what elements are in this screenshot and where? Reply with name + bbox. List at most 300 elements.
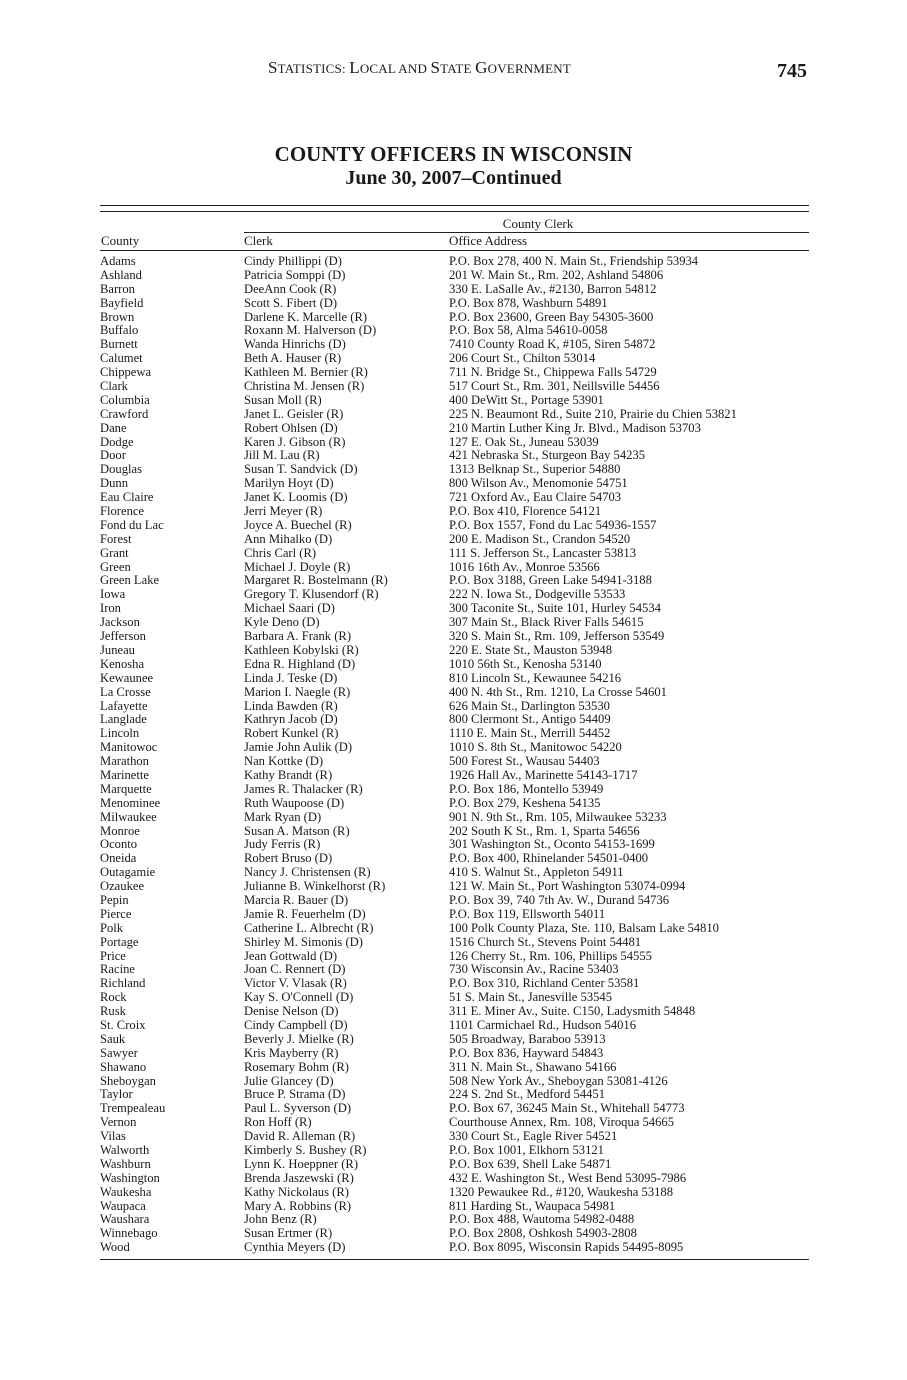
table-row xyxy=(100,352,810,366)
county-name: Kewaunee xyxy=(100,671,154,685)
office-address-cell: 126 Cherry St., Rm. 106, Phillips 54555 xyxy=(449,948,652,963)
clerk-cell: Roxann M. Halverson (D) xyxy=(244,323,377,338)
county-name: St. Croix xyxy=(100,1018,146,1032)
office-address-cell: 730 Wisconsin Av., Racine 53403 xyxy=(449,962,619,977)
office-address-cell: P.O. Box 278, 400 N. Main St., Friendship 53934 xyxy=(449,254,699,268)
office-address-cell: 1926 Hall Av., Marinette 54143-1717 xyxy=(449,767,638,782)
table-row xyxy=(100,838,810,852)
county-cell xyxy=(100,713,232,727)
header-bottom-rule xyxy=(100,250,809,251)
table-row xyxy=(100,658,810,672)
county-name: Washington xyxy=(100,1171,160,1185)
group-header-county-clerk: County Clerk xyxy=(502,216,574,231)
office-address-cell: 222 N. Iowa St., Dodgeville 53533 xyxy=(449,587,626,602)
clerk-cell: Ron Hoff (R) xyxy=(244,1115,312,1130)
county-name: Outagamie xyxy=(100,866,156,880)
county-name: Pepin xyxy=(100,893,129,907)
clerk-cell: Edna R. Highland (D) xyxy=(244,656,356,671)
office-address-cell: 330 E. LaSalle Av., #2130, Barron 54812 xyxy=(449,281,657,296)
clerk-cell: Catherine L. Albrecht (R) xyxy=(244,920,374,935)
county-name: Jefferson xyxy=(100,630,146,644)
county-cell xyxy=(100,283,232,297)
table-row xyxy=(100,519,810,533)
table-row xyxy=(100,713,810,727)
table-row xyxy=(100,825,810,839)
county-cell xyxy=(100,1088,232,1102)
county-cell xyxy=(100,269,232,283)
county-name: Vilas xyxy=(100,1130,126,1144)
office-address-cell: 200 E. Madison St., Crandon 54520 xyxy=(449,531,631,546)
county-cell xyxy=(100,866,232,880)
office-address-cell: 127 E. Oak St., Juneau 53039 xyxy=(449,434,599,449)
county-cell xyxy=(100,297,232,311)
county-cell xyxy=(100,1130,232,1144)
office-address-cell: 400 N. 4th St., Rm. 1210, La Crosse 54601 xyxy=(449,684,667,699)
clerk-cell: Marcia R. Bauer (D) xyxy=(244,892,349,907)
table-row xyxy=(100,1033,810,1047)
clerk-cell: Scott S. Fibert (D) xyxy=(244,295,338,310)
office-address-cell: 500 Forest St., Wausau 54403 xyxy=(449,754,600,769)
table-row xyxy=(100,366,810,380)
office-address-cell: 1320 Pewaukee Rd., #120, Waukesha 53188 xyxy=(449,1184,674,1199)
county-name: Winnebago xyxy=(100,1227,158,1241)
clerk-cell: Barbara A. Frank (R) xyxy=(244,629,352,644)
county-cell xyxy=(100,533,232,547)
clerk-cell: Jerri Meyer (R) xyxy=(244,504,323,519)
office-address-cell: 7410 County Road K, #105, Siren 54872 xyxy=(449,337,656,352)
office-address-cell: P.O. Box 410, Florence 54121 xyxy=(449,504,602,519)
office-address-cell: 400 DeWitt St., Portage 53901 xyxy=(449,392,604,407)
county-name: Portage xyxy=(100,935,139,949)
county-cell xyxy=(100,1047,232,1061)
county-name: Washburn xyxy=(100,1157,151,1171)
county-cell xyxy=(100,394,232,408)
clerk-cell: Susan Moll (R) xyxy=(244,392,322,407)
office-address-cell: P.O. Box 67, 36245 Main St., Whitehall 54773 xyxy=(449,1101,685,1116)
county-cell xyxy=(100,783,232,797)
clerk-cell: Kathleen Kobylski (R) xyxy=(244,642,359,657)
county-cell xyxy=(100,936,232,950)
page-number: 745 xyxy=(777,60,807,82)
office-address-cell: 1016 16th Av., Monroe 53566 xyxy=(449,559,600,574)
county-name: Douglas xyxy=(100,463,142,477)
county-cell xyxy=(100,1116,232,1130)
county-cell xyxy=(100,1144,232,1158)
table-row xyxy=(100,700,810,714)
county-name: Barron xyxy=(100,282,135,296)
county-cell xyxy=(100,672,232,686)
clerk-cell: Brenda Jaszewski (R) xyxy=(244,1170,354,1185)
county-name: Waupaca xyxy=(100,1199,146,1213)
county-cell xyxy=(100,838,232,852)
county-cell xyxy=(100,311,232,325)
clerk-cell: Cindy Phillippi (D) xyxy=(244,254,342,268)
clerk-cell: Cynthia Meyers (D) xyxy=(244,1240,346,1255)
column-header-office-address: Office Address xyxy=(449,233,528,248)
table-row xyxy=(100,686,810,700)
county-cell xyxy=(100,1186,232,1200)
clerk-cell: Kris Mayberry (R) xyxy=(244,1045,339,1060)
table-row xyxy=(100,811,810,825)
county-cell xyxy=(100,574,232,588)
table-row xyxy=(100,1200,810,1214)
table-row xyxy=(100,894,810,908)
clerk-cell: Christina M. Jensen (R) xyxy=(244,379,365,394)
office-address-cell: 800 Clermont St., Antigo 54409 xyxy=(449,712,611,727)
office-address-cell: 1110 E. Main St., Merrill 54452 xyxy=(449,726,611,741)
county-name: Forest xyxy=(100,532,132,546)
office-address-cell: 1516 Church St., Stevens Point 54481 xyxy=(449,934,642,949)
county-name: Rusk xyxy=(100,1005,126,1019)
office-address-cell: 225 N. Beaumont Rd., Suite 210, Prairie du Chien 53821 xyxy=(449,406,737,421)
county-name: Milwaukee xyxy=(100,810,157,824)
county-name: Price xyxy=(100,949,126,963)
table-row xyxy=(100,852,810,866)
table-row xyxy=(100,1186,810,1200)
county-name: Brown xyxy=(100,310,135,324)
county-name: Marathon xyxy=(100,755,149,769)
office-address-cell: 330 Court St., Eagle River 54521 xyxy=(449,1129,618,1144)
page-subtitle: June 30, 2007–Continued xyxy=(345,167,562,189)
table-row xyxy=(100,283,810,297)
county-cell xyxy=(100,825,232,839)
county-name: Jackson xyxy=(100,616,140,630)
county-cell xyxy=(100,1227,232,1241)
office-address-cell: Courthouse Annex, Rm. 108, Viroqua 54665 xyxy=(449,1115,674,1130)
clerk-cell: Karen J. Gibson (R) xyxy=(244,434,346,449)
office-address-cell: P.O. Box 639, Shell Lake 54871 xyxy=(449,1156,612,1171)
county-name: Chippewa xyxy=(100,366,152,380)
table-row xyxy=(100,797,810,811)
clerk-cell: Chris Carl (R) xyxy=(244,545,317,560)
county-cell xyxy=(100,727,232,741)
table-row xyxy=(100,1005,810,1019)
clerk-cell: Julie Glancey (D) xyxy=(244,1073,334,1088)
county-cell xyxy=(100,922,232,936)
clerk-cell: Denise Nelson (D) xyxy=(244,1004,339,1019)
office-address-cell: 206 Court St., Chilton 53014 xyxy=(449,351,596,366)
clerk-cell: Kathryn Jacob (D) xyxy=(244,712,338,727)
table-top-rule xyxy=(100,205,809,206)
county-name: Waukesha xyxy=(100,1185,152,1199)
table-row xyxy=(100,269,810,283)
county-name: Iron xyxy=(100,602,121,616)
table-row xyxy=(100,672,810,686)
county-name: Crawford xyxy=(100,407,149,421)
office-address-cell: P.O. Box 3188, Green Lake 54941-3188 xyxy=(449,573,652,588)
county-cell xyxy=(100,255,232,269)
office-address-cell: P.O. Box 119, Ellsworth 54011 xyxy=(449,906,606,921)
county-name: Florence xyxy=(100,505,145,519)
county-name: Sauk xyxy=(100,1032,126,1046)
clerk-cell: Paul L. Syverson (D) xyxy=(244,1101,352,1116)
county-cell xyxy=(100,644,232,658)
office-address-cell: 421 Nebraska St., Sturgeon Bay 54235 xyxy=(449,448,646,463)
county-name: Waushara xyxy=(100,1213,150,1227)
table-row xyxy=(100,491,810,505)
table-row xyxy=(100,866,810,880)
county-name: Iowa xyxy=(100,588,126,602)
office-address-cell: 711 N. Bridge St., Chippewa Falls 54729 xyxy=(449,365,657,380)
table-row xyxy=(100,616,810,630)
county-name: Taylor xyxy=(100,1088,133,1102)
table-row xyxy=(100,561,810,575)
county-name: Door xyxy=(100,449,126,463)
county-cell xyxy=(100,950,232,964)
table-row xyxy=(100,727,810,741)
county-cell xyxy=(100,1075,232,1089)
office-address-cell: 1101 Carmichael Rd., Hudson 54016 xyxy=(449,1017,637,1032)
office-address-cell: 224 S. 2nd St., Medford 54451 xyxy=(449,1087,606,1102)
table-row xyxy=(100,755,810,769)
office-address-cell: 1313 Belknap St., Superior 54880 xyxy=(449,462,621,477)
county-cell xyxy=(100,686,232,700)
office-address-cell: 432 E. Washington St., West Bend 53095-7986 xyxy=(449,1170,687,1185)
county-cell xyxy=(100,505,232,519)
county-cell xyxy=(100,477,232,491)
county-cell xyxy=(100,852,232,866)
table-row xyxy=(100,547,810,561)
clerk-cell: Beverly J. Mielke (R) xyxy=(244,1031,354,1046)
clerk-cell: Marion I. Naegle (R) xyxy=(244,684,351,699)
table-row xyxy=(100,1075,810,1089)
office-address-cell: 517 Court St., Rm. 301, Neillsville 54456 xyxy=(449,379,660,394)
clerk-cell: Rosemary Bohm (R) xyxy=(244,1059,349,1074)
county-name: Racine xyxy=(100,963,135,977)
county-cell xyxy=(100,977,232,991)
table-row xyxy=(100,950,810,964)
county-cell xyxy=(100,630,232,644)
table-row xyxy=(100,1130,810,1144)
clerk-cell: Darlene K. Marcelle (R) xyxy=(244,309,368,324)
county-name: Wood xyxy=(100,1241,130,1255)
clerk-cell: Joan C. Rennert (D) xyxy=(244,962,346,977)
office-address-cell: 410 S. Walnut St., Appleton 54911 xyxy=(449,865,624,880)
county-cell xyxy=(100,366,232,380)
page-title: COUNTY OFFICERS IN WISCONSIN xyxy=(274,142,633,166)
table-row xyxy=(100,1213,810,1227)
table-row xyxy=(100,338,810,352)
office-address-cell: 220 E. State St., Mauston 53948 xyxy=(449,642,613,657)
table-row xyxy=(100,477,810,491)
table-row xyxy=(100,1241,810,1255)
county-cell xyxy=(100,755,232,769)
office-address-cell: P.O. Box 878, Washburn 54891 xyxy=(449,295,608,310)
county-name: Dodge xyxy=(100,435,134,449)
county-name: Bayfield xyxy=(100,296,144,310)
table-row xyxy=(100,1047,810,1061)
clerk-cell: Kathleen M. Bernier (R) xyxy=(244,365,368,380)
clerk-cell: Kyle Deno (D) xyxy=(244,615,320,630)
county-cell xyxy=(100,1200,232,1214)
table-row xyxy=(100,297,810,311)
county-cell xyxy=(100,741,232,755)
table-row xyxy=(100,936,810,950)
county-name: Sawyer xyxy=(100,1046,138,1060)
county-name: Eau Claire xyxy=(100,491,154,505)
table-row xyxy=(100,880,810,894)
table-row xyxy=(100,574,810,588)
county-name: Kenosha xyxy=(100,657,145,671)
clerk-cell: Michael Saari (D) xyxy=(244,601,335,616)
county-cell xyxy=(100,436,232,450)
office-address-cell: 202 South K St., Rm. 1, Sparta 54656 xyxy=(449,823,640,838)
clerk-cell: Robert Kunkel (R) xyxy=(244,726,339,741)
office-address-cell: 121 W. Main St., Port Washington 53074-0994 xyxy=(449,879,686,894)
office-address-cell: P.O. Box 836, Hayward 54843 xyxy=(449,1045,604,1060)
table-row xyxy=(100,255,810,269)
clerk-cell: Judy Ferris (R) xyxy=(244,837,321,852)
county-cell xyxy=(100,463,232,477)
office-address-cell: P.O. Box 58, Alma 54610-0058 xyxy=(449,323,608,338)
county-name: Marinette xyxy=(100,768,149,782)
county-cell xyxy=(100,1158,232,1172)
county-name: Trempealeau xyxy=(100,1102,166,1116)
table-row xyxy=(100,380,810,394)
county-name: Adams xyxy=(100,255,136,268)
county-name: Burnett xyxy=(100,338,138,352)
county-cell xyxy=(100,338,232,352)
clerk-cell: Robert Ohlsen (D) xyxy=(244,420,338,435)
office-address-cell: 111 S. Jefferson St., Lancaster 53813 xyxy=(449,545,637,560)
clerk-cell: Jean Gottwald (D) xyxy=(244,948,338,963)
office-address-cell: 51 S. Main St., Janesville 53545 xyxy=(449,990,613,1005)
county-name: Langlade xyxy=(100,713,147,727)
clerk-cell: Joyce A. Buechel (R) xyxy=(244,517,352,532)
clerk-cell: Janet K. Loomis (D) xyxy=(244,490,348,505)
column-header-clerk: Clerk xyxy=(244,233,273,248)
table-row xyxy=(100,1227,810,1241)
table-row xyxy=(100,588,810,602)
county-name: Rock xyxy=(100,991,127,1005)
clerk-cell: Margaret R. Bostelmann (R) xyxy=(244,573,388,588)
county-cell xyxy=(100,1102,232,1116)
county-cell xyxy=(100,588,232,602)
clerk-cell: Robert Bruso (D) xyxy=(244,851,333,866)
clerk-cell: Jamie John Aulik (D) xyxy=(244,740,353,755)
office-address-cell: P.O. Box 2808, Oshkosh 54903-2808 xyxy=(449,1226,637,1241)
clerk-cell: Ruth Waupoose (D) xyxy=(244,795,345,810)
county-cell xyxy=(100,1172,232,1186)
office-address-cell: P.O. Box 279, Keshena 54135 xyxy=(449,795,601,810)
county-name: Fond du Lac xyxy=(100,518,164,532)
table-row xyxy=(100,922,810,936)
office-address-cell: P.O. Box 8095, Wisconsin Rapids 54495-8095 xyxy=(449,1240,684,1255)
county-name: Walworth xyxy=(100,1144,150,1157)
clerk-cell: Ann Mihalko (D) xyxy=(244,531,333,546)
table-row xyxy=(100,602,810,616)
county-name: Sheboygan xyxy=(100,1074,156,1088)
clerk-cell: Beth A. Hauser (R) xyxy=(244,351,342,366)
county-cell xyxy=(100,769,232,783)
county-cell xyxy=(100,797,232,811)
table-row xyxy=(100,977,810,991)
clerk-cell: Susan Ertmer (R) xyxy=(244,1226,333,1241)
county-cell xyxy=(100,422,232,436)
office-address-cell: 320 S. Main St., Rm. 109, Jefferson 53549 xyxy=(449,629,665,644)
office-address-cell: 300 Taconite St., Suite 101, Hurley 54534 xyxy=(449,601,661,616)
county-name: Juneau xyxy=(100,643,135,657)
office-address-cell: P.O. Box 488, Wautoma 54982-0488 xyxy=(449,1212,635,1227)
clerk-cell: Linda Bawden (R) xyxy=(244,698,338,713)
county-name: Dane xyxy=(100,421,127,435)
county-name: Vernon xyxy=(100,1116,137,1130)
county-cell xyxy=(100,1061,232,1075)
county-name: Clark xyxy=(100,380,128,394)
clerk-cell: Marilyn Hoyt (D) xyxy=(244,476,334,491)
county-cell xyxy=(100,1005,232,1019)
county-cell xyxy=(100,658,232,672)
clerk-cell: Shirley M. Simonis (D) xyxy=(244,934,363,949)
running-head: STATISTICS: LOCAL AND STATE GOVERNMENT xyxy=(268,58,572,77)
table-row xyxy=(100,1144,810,1158)
office-address-cell: 311 E. Miner Av., Suite. C150, Ladysmith 54848 xyxy=(449,1004,696,1019)
clerk-cell: Jamie R. Feuerhelm (D) xyxy=(244,906,366,921)
county-name: Manitowoc xyxy=(100,741,158,755)
county-cell xyxy=(100,519,232,533)
county-cell xyxy=(100,547,232,561)
clerk-cell: Lynn K. Hoeppner (R) xyxy=(244,1156,359,1171)
office-address-cell: 301 Washington St., Oconto 54153-1699 xyxy=(449,837,655,852)
table-top-rule-2 xyxy=(100,211,809,212)
table-row xyxy=(100,394,810,408)
table-row xyxy=(100,505,810,519)
county-cell xyxy=(100,1213,232,1227)
office-address-cell: 721 Oxford Av., Eau Claire 54703 xyxy=(449,490,622,505)
clerk-cell: Mark Ryan (D) xyxy=(244,809,322,824)
clerk-cell: Kathy Brandt (R) xyxy=(244,767,333,782)
county-cell xyxy=(100,1033,232,1047)
table-body xyxy=(100,255,810,1255)
office-address-cell: 311 N. Main St., Shawano 54166 xyxy=(449,1059,617,1074)
county-cell xyxy=(100,1241,232,1255)
office-address-cell: 508 New York Av., Sheboygan 53081-4126 xyxy=(449,1073,668,1088)
county-cell xyxy=(100,963,232,977)
table-row xyxy=(100,324,810,338)
table-row xyxy=(100,1088,810,1102)
office-address-cell: P.O. Box 186, Montello 53949 xyxy=(449,781,604,796)
county-name: Ozaukee xyxy=(100,880,145,894)
table-row xyxy=(100,1116,810,1130)
clerk-cell: Kimberly S. Bushey (R) xyxy=(244,1143,367,1157)
county-name: Dunn xyxy=(100,477,128,491)
table-row xyxy=(100,1158,810,1172)
county-cell xyxy=(100,991,232,1005)
clerk-cell: Nancy J. Christensen (R) xyxy=(244,865,371,880)
county-name: Monroe xyxy=(100,824,140,838)
office-address-cell: 1010 56th St., Kenosha 53140 xyxy=(449,656,602,671)
table-row xyxy=(100,311,810,325)
county-cell xyxy=(100,811,232,825)
county-cell xyxy=(100,380,232,394)
office-address-cell: P.O. Box 1001, Elkhorn 53121 xyxy=(449,1143,604,1157)
county-name: Grant xyxy=(100,546,129,560)
table-row xyxy=(100,1102,810,1116)
clerk-cell: Susan A. Matson (R) xyxy=(244,823,350,838)
clerk-cell: Bruce P. Strama (D) xyxy=(244,1087,346,1102)
county-name: Oconto xyxy=(100,838,138,852)
county-cell xyxy=(100,449,232,463)
county-name: Menominee xyxy=(100,796,161,810)
office-address-cell: 100 Polk County Plaza, Ste. 110, Balsam Lake 54810 xyxy=(449,920,719,935)
column-header-county: County xyxy=(101,233,140,248)
office-address-cell: P.O. Box 39, 740 7th Av. W., Durand 54736 xyxy=(449,892,670,907)
clerk-cell: David R. Alleman (R) xyxy=(244,1129,356,1144)
clerk-cell: Gregory T. Klusendorf (R) xyxy=(244,587,379,602)
county-cell xyxy=(100,408,232,422)
county-name: La Crosse xyxy=(100,685,151,699)
table-row xyxy=(100,783,810,797)
